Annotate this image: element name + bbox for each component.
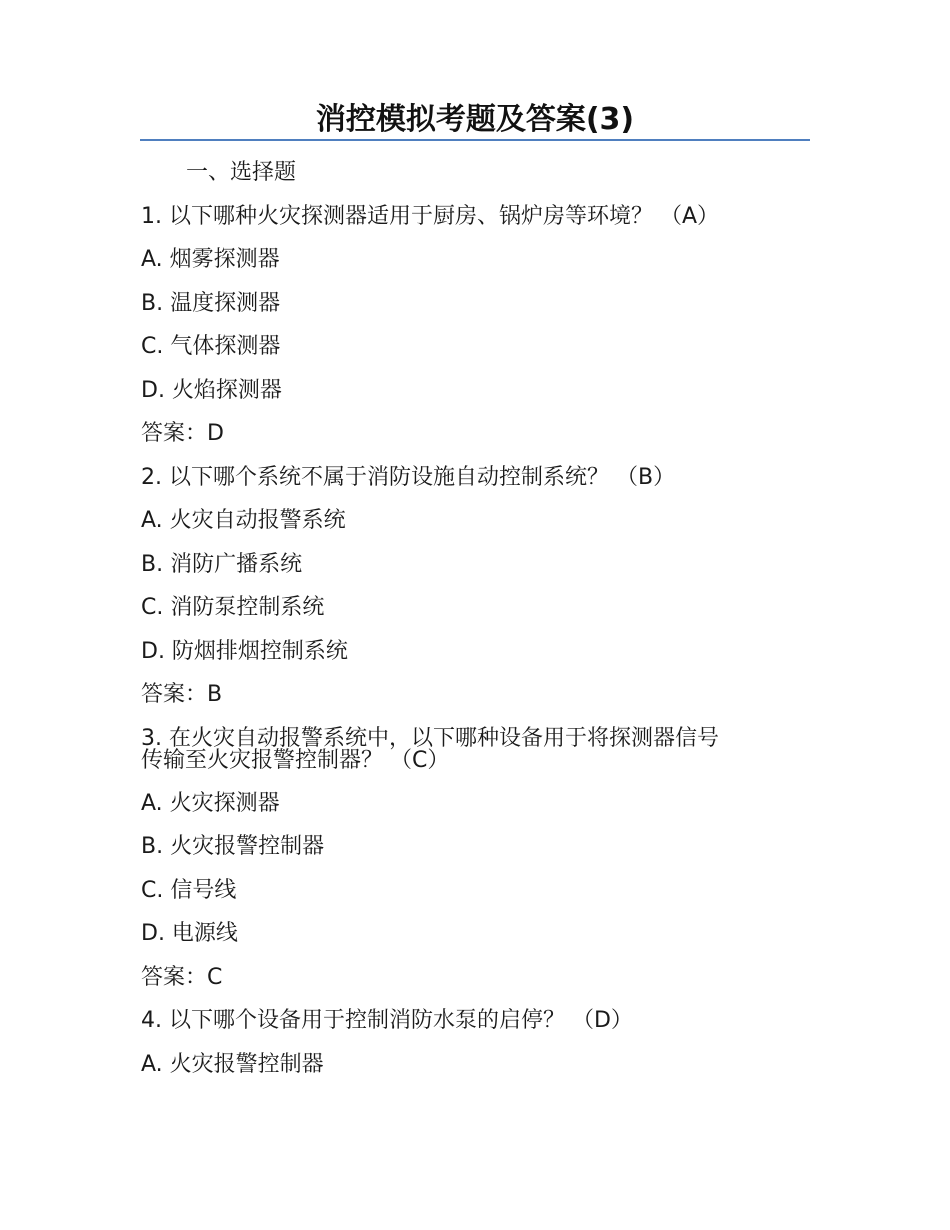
q2-answer: 答案：B <box>141 682 223 707</box>
q4-option-a: A. 火灾报警控制器 <box>141 1052 324 1077</box>
q3-option-d: D. 电源线 <box>141 921 238 946</box>
q3-answer: 答案：C <box>141 965 223 990</box>
q1-option-a: A. 烟雾探测器 <box>141 247 280 272</box>
q3-option-c: C. 信号线 <box>141 878 237 903</box>
q2-option-b: B. 消防广播系统 <box>141 552 303 577</box>
q1-option-c: C. 气体探测器 <box>141 334 281 359</box>
question-3-line-2: 传输至火灾报警控制器？ （C） <box>141 748 450 773</box>
q3-option-b: B. 火灾报警控制器 <box>141 834 325 859</box>
q1-option-d: D. 火焰探测器 <box>141 378 282 403</box>
question-3-line-1: 3. 在火灾自动报警系统中，以下哪种设备用于将探测器信号 <box>141 726 719 751</box>
question-4: 4. 以下哪个设备用于控制消防水泵的启停？ （D） <box>141 1008 633 1033</box>
document-title: 消控模拟考题及答案(3) <box>315 102 635 137</box>
q2-option-d: D. 防烟排烟控制系统 <box>141 639 348 664</box>
q1-answer: 答案：D <box>141 421 224 446</box>
title-underline <box>140 139 810 141</box>
section-heading: 一、选择题 <box>186 160 297 185</box>
q3-option-a: A. 火灾探测器 <box>141 791 280 816</box>
question-1: 1. 以下哪种火灾探测器适用于厨房、锅炉房等环境？ （A） <box>141 204 720 229</box>
q2-option-c: C. 消防泵控制系统 <box>141 595 325 620</box>
q2-option-a: A. 火灾自动报警系统 <box>141 508 346 533</box>
q1-option-b: B. 温度探测器 <box>141 291 281 316</box>
question-2: 2. 以下哪个系统不属于消防设施自动控制系统？ （B） <box>141 465 676 490</box>
